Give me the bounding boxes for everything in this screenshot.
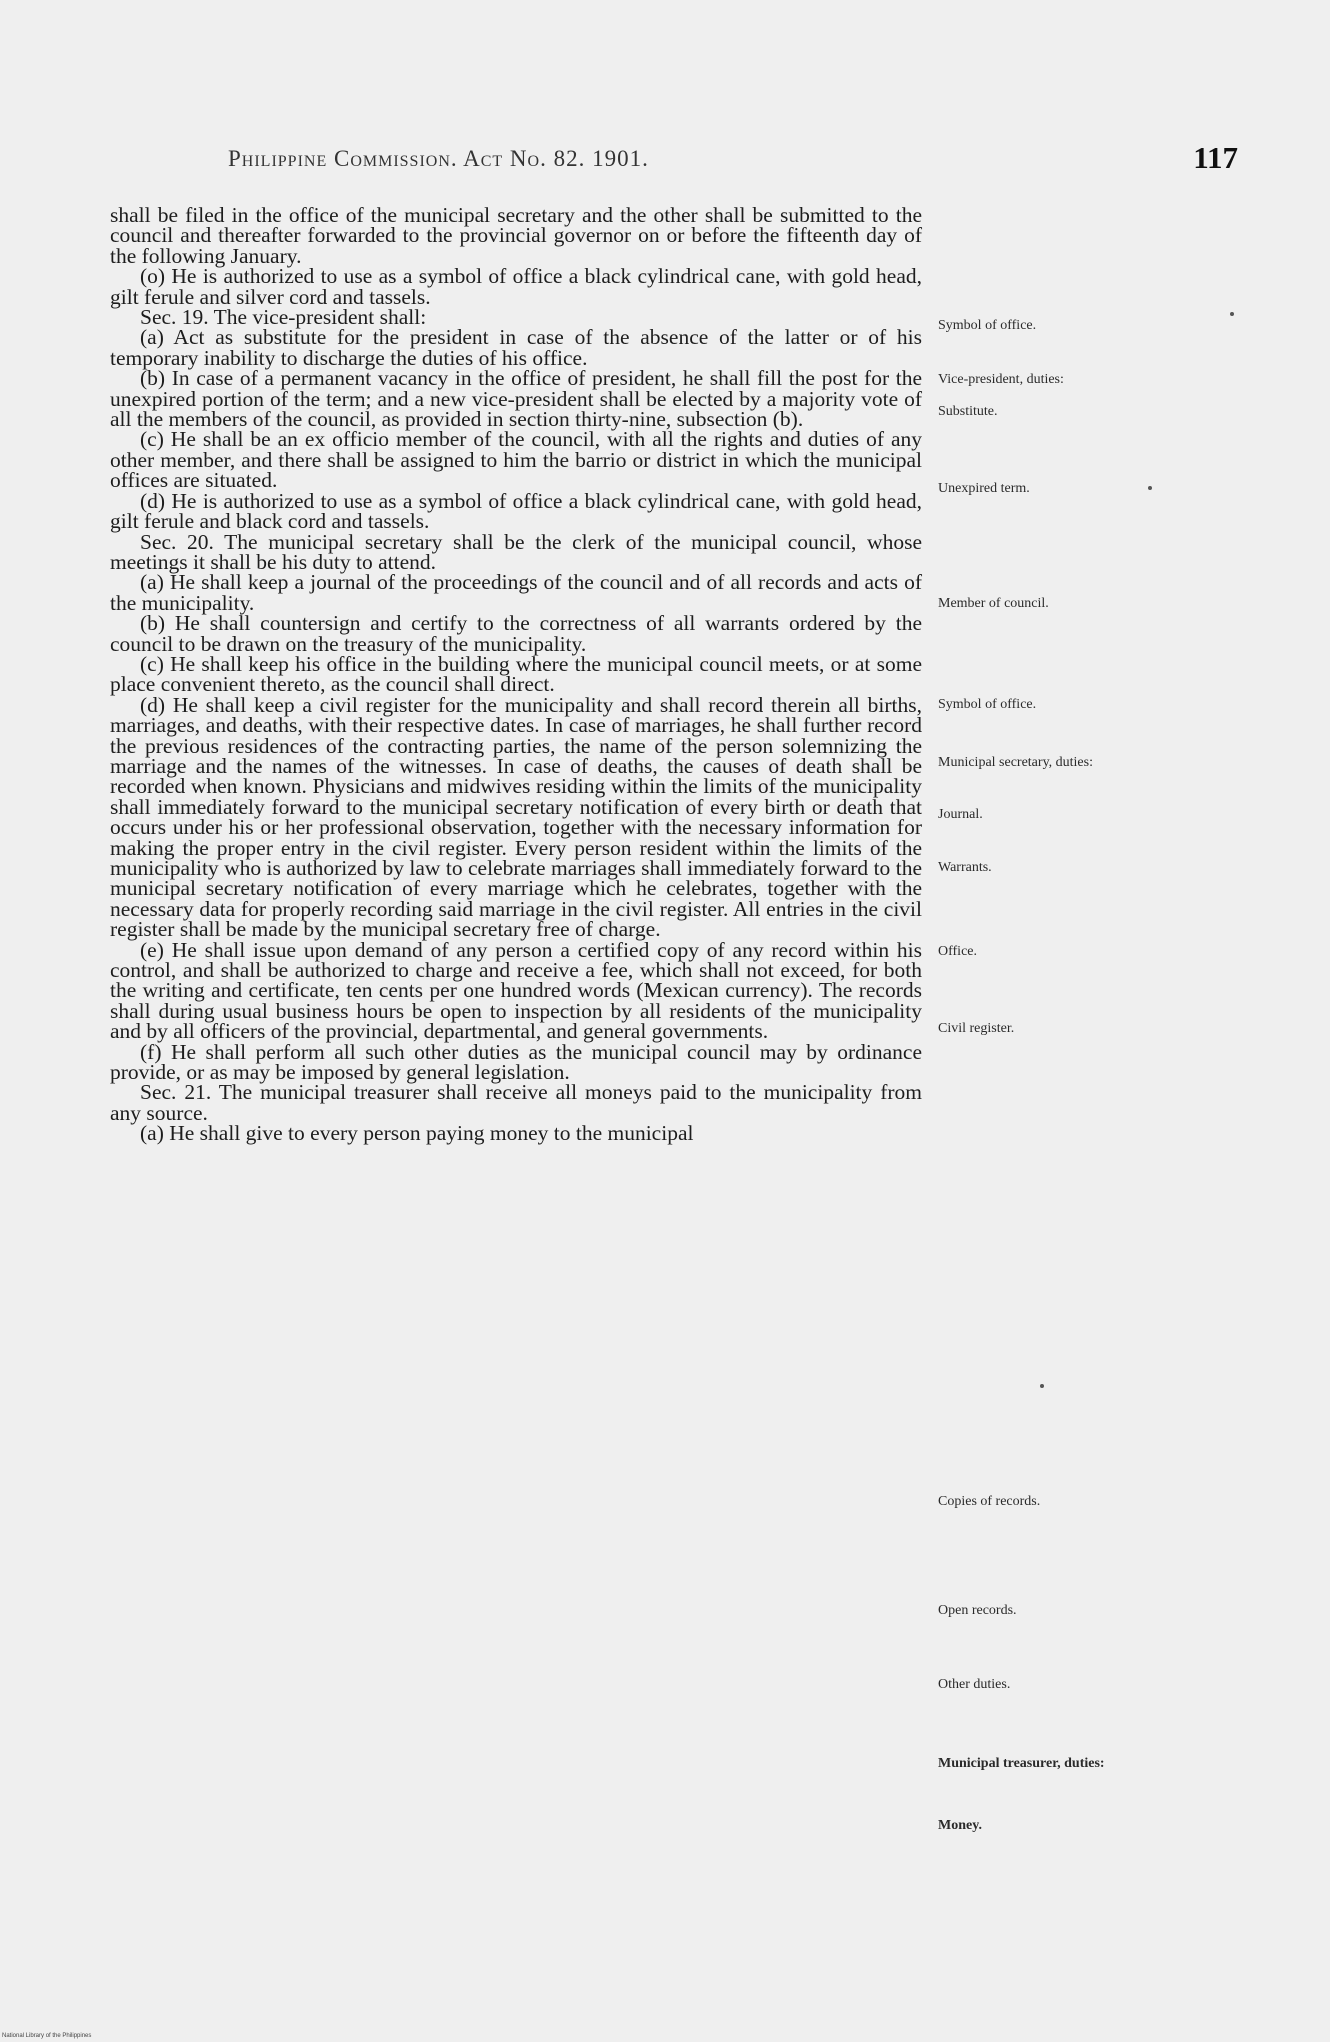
scan-speck: [1230, 312, 1234, 316]
section-heading: Sec. 20. The municipal secretary shall be the clerk of the municipal council, whose meetings it shall be his duty to attend.: [110, 529, 922, 574]
paragraph: (b) In case of a permanent vacancy in the office of president, he shall fill the post for the unexpired portion of the term; and a new vice-president shall be elected by a majority vote of all the members of the council, as provided in section thirty-nine, subsection (b).: [110, 366, 922, 432]
margin-note: Journal.: [938, 807, 983, 822]
margin-note: Warrants.: [938, 860, 992, 875]
page-header: [228, 140, 1238, 180]
body-text: [110, 205, 922, 1144]
margin-note: Other duties.: [938, 1677, 1011, 1692]
paragraph: (d) He is authorized to use as a symbol of office a black cylindrical cane, with gold head, gilt ferule and black cord and tassels.: [110, 488, 922, 534]
paragraph: (d) He shall keep a civil register for the municipality and shall record therein all births, marriages, and deaths, with their respective dates. In case of marriages, he shall further record the previous residences of the contracting parties, the name of the person solemnizing the marriage and the names of the witnesses. In case of deaths, the causes of death shall be recorded when known. Physicians and midwives residing within the limits of the municipality shall immediately forward to the municipal secretary notification of every birth or death that occurs under his or her professional observation, together with the necessary information for making the proper entry in the civil register. Every person resident within the limits of the municipality who is authorized by law to celebrate marriages shall immediately forward to the municipal secretary notification of every marriage which he celebrates, together with the necessary data for properly recording said marriage in the civil register. All entries in the civil register shall be made by the municipal secretary free of charge.: [110, 692, 922, 942]
margin-note: Unexpired term.: [938, 481, 1030, 496]
margin-note: Substitute.: [938, 404, 998, 419]
scan-speck: [1040, 1384, 1044, 1388]
margin-note: Vice-president, duties:: [938, 372, 1064, 387]
paragraph: (f) He shall perform all such other duties as the municipal council may by ordinance provide, or as may be imposed by general legislation.: [110, 1039, 922, 1085]
margin-note: Copies of records.: [938, 1494, 1041, 1509]
section-heading: Sec. 19. The vice-president shall:: [140, 305, 427, 330]
section-heading: Sec. 21. The municipal treasurer shall receive all moneys paid to the municipality from any source.: [110, 1080, 922, 1125]
scan-speck: [1148, 486, 1152, 490]
margin-note: Civil register.: [938, 1021, 1015, 1036]
paragraph: (a) He shall keep a journal of the proceedings of the council and of all records and acts of the municipality.: [110, 570, 922, 615]
margin-note: Office.: [938, 944, 977, 959]
margin-note: Open records.: [938, 1603, 1017, 1618]
margin-note: Municipal secretary, duties:: [938, 755, 1093, 770]
running-head: Philippine Commission. Act No. 82. 1901.: [228, 146, 649, 171]
paragraph: shall be filed in the office of the municipal secretary and the other shall be submitted to the council and thereafter forwarded to the provincial governor on or before the fifteenth day of the following January.: [110, 203, 922, 268]
margin-note: Member of council.: [938, 596, 1049, 611]
paragraph: (c) He shall be an ex officio member of the council, with all the rights and duties of any other member, and there shall be assigned to him the barrio or district in which the municipal offices are situated.: [110, 427, 922, 493]
paragraph: (c) He shall keep his office in the building where the municipal council meets, or at some place convenient thereto, as the council shall direct.: [110, 651, 922, 697]
paragraph: (a) He shall give to every person paying money to the municipal: [140, 1121, 694, 1146]
paragraph: (a) Act as substitute for the president in case of the absence of the latter or of his temporary inability to discharge the duties of his office.: [110, 325, 922, 370]
scan-credit: National Library of the Philippines: [2, 2033, 92, 2039]
margin-note: Municipal treasurer, duties:: [938, 1756, 1105, 1771]
margin-note: Symbol of office.: [938, 318, 1037, 333]
paragraph: (o) He is authorized to use as a symbol of office a black cylindrical cane, with gold head, gilt ferule and silver cord and tassels.: [110, 264, 922, 309]
page-number: 117: [1193, 140, 1238, 175]
paragraph: (b) He shall countersign and certify to the correctness of all warrants ordered by the council to be drawn on the treasury of the municipality.: [110, 611, 922, 656]
paragraph: (e) He shall issue upon demand of any person a certified copy of any record within his control, and shall be authorized to charge and receive a fee, which shall not exceed, for both the writing and certificate, ten cents per one hundred words (Mexican currency). The records shall during usual business hours be open to inspection by all residents of the municipality and by all officers of the provincial, departmental, and general governments.: [110, 937, 922, 1044]
margin-note: Money.: [938, 1818, 982, 1833]
margin-note: Symbol of office.: [938, 697, 1037, 712]
